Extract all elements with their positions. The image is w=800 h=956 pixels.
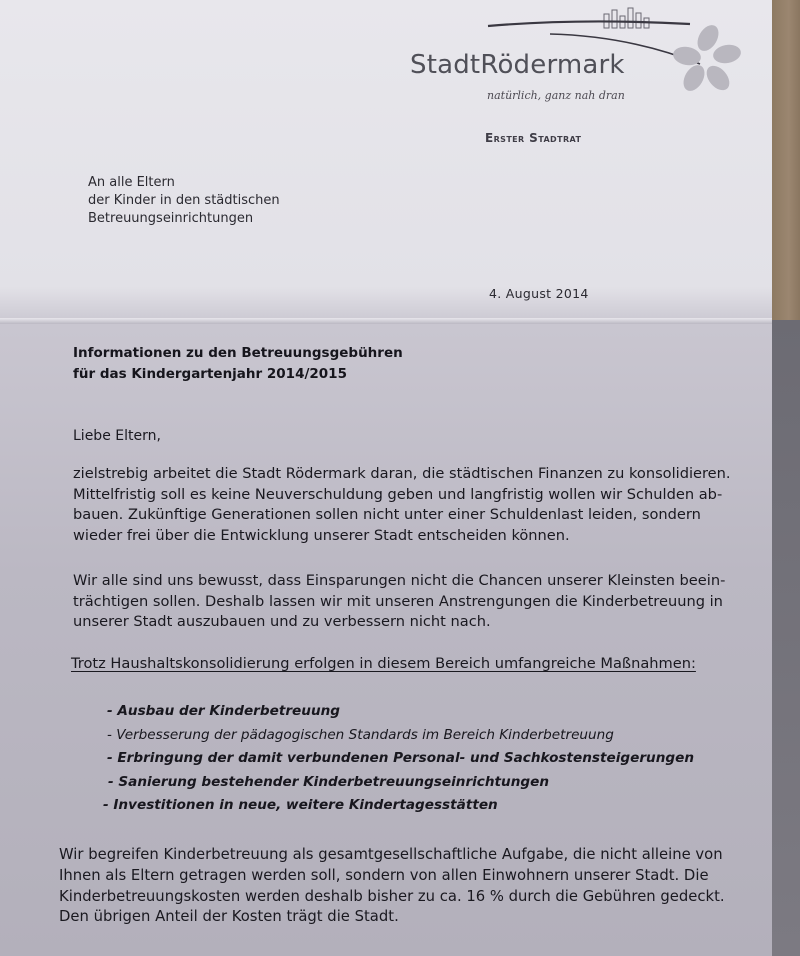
subject-line: für das Kindergartenjahr 2014/2015 [73,366,347,382]
salutation: Liebe Eltern, [73,428,161,444]
paragraph-line: Ihnen als Eltern getragen werden soll, sondern von allen Einwohnern unserer Stadt. Die [59,866,709,884]
recipient-address [88,174,280,228]
paragraph-3 [59,845,725,928]
paragraph-line: Kinderbetreuungskosten werden deshalb bisher zu ca. 16 % durch die Gebühren gedeckt. [59,887,725,905]
paragraph-line: zielstrebig arbeitet die Stadt Rödermark daran, die städtischen Finanzen zu konsolidieren. [73,465,731,482]
address-line: der Kinder in den städtischen [88,193,280,208]
address-line: An alle Eltern [88,175,175,190]
department-label: Erster Stadtrat [485,131,582,145]
measures-intro: Trotz Haushaltskonsolidierung erfolgen in diesem Bereich umfangreiche Maßnahmen: [71,655,696,672]
paragraph-line: wieder frei über die Entwicklung unserer Stadt entscheiden können. [73,526,570,544]
brand-city: Rödermark [480,50,625,80]
paragraph-1 [73,464,731,546]
paragraph-2 [73,571,725,633]
paragraph-line: Wir begreifen Kinderbetreuung als gesamtgesellschaftliche Aufgabe, die nicht alleine von [59,846,723,863]
brand-name [410,50,625,80]
paragraph-line: unserer Stadt auszubauen und zu verbessern nicht nach. [73,613,491,630]
subject-line: Informationen zu den Betreuungsgebühren [73,345,403,361]
brand-prefix: Stadt [410,50,481,80]
letter-date: 4. August 2014 [489,286,589,301]
paragraph-line: Den übrigen Anteil der Kosten trägt die Stadt. [59,908,399,926]
list-item: - Erbringung der damit verbundenen Personal- und Sachkostensteigerungen [107,750,694,766]
list-item: - Verbesserung der pädagogischen Standards im Bereich Kinderbetreuung [107,726,614,743]
list-item: - Sanierung bestehender Kinderbetreuungseinrichtungen [108,773,550,790]
paper-fold [0,318,772,324]
measures-list [103,700,694,818]
letter-subject [73,343,403,385]
table-background-lower [772,320,800,956]
list-item: - Ausbau der Kinderbetreuung [107,703,341,719]
paragraph-line: Mittelfristig soll es keine Neuverschuldung geben und langfristig wollen wir Schulden ab- [73,485,723,503]
paragraph-line: trächtigen sollen. Deshalb lassen wir mit unseren Anstrengungen die Kinderbetreuung in [73,592,723,610]
paragraph-line: bauen. Zukünftige Generationen sollen nicht unter einer Schuldenlast leiden, sondern [73,506,701,523]
brand-tagline: natürlich, ganz nah dran [487,89,625,102]
paragraph-line: Wir alle sind uns bewusst, dass Einsparungen nicht die Chancen unserer Kleinsten beein- [73,572,726,589]
address-line: Betreuungseinrichtungen [88,211,254,226]
list-item: - Investitionen in neue, weitere Kindertagesstätten [103,797,498,813]
